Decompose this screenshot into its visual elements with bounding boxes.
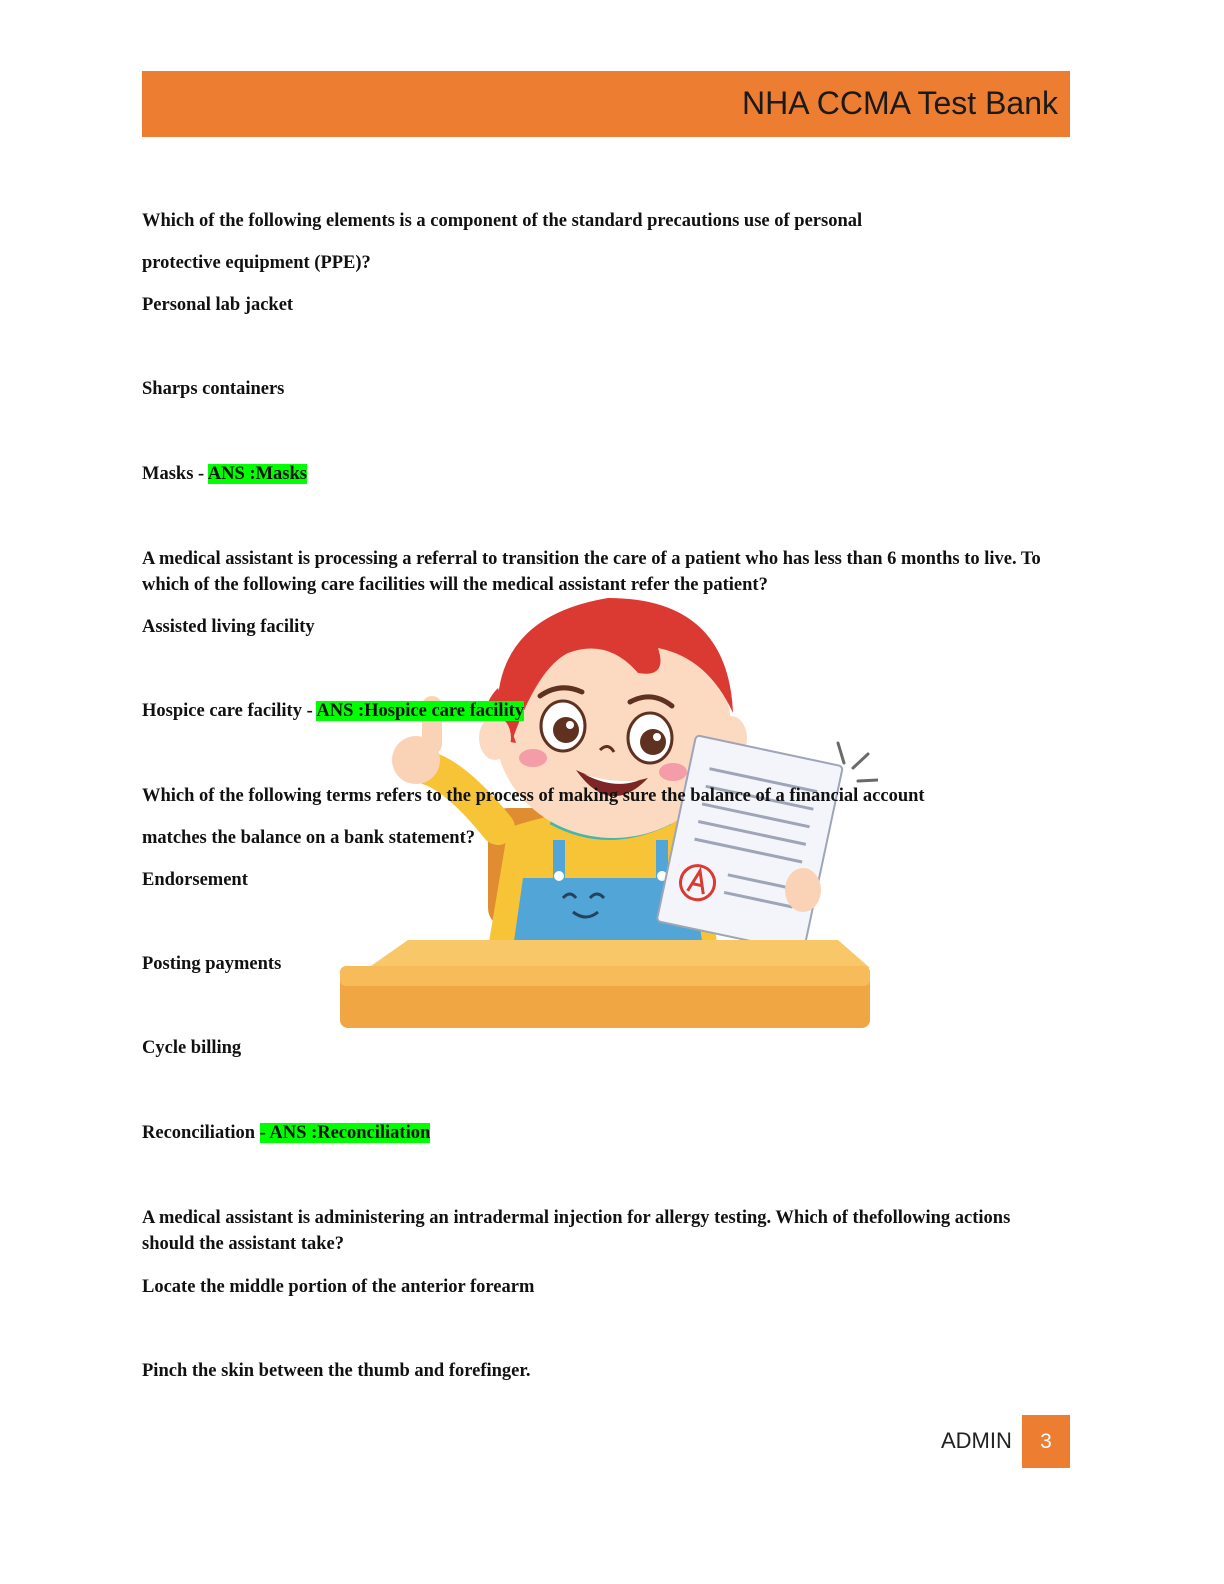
header-bar: [142, 71, 1070, 137]
answer-highlight: ANS :Masks: [207, 464, 307, 484]
question-2-option-1: Assisted living facility: [142, 617, 315, 637]
document-title: NHA CCMA Test Bank: [742, 85, 1058, 121]
option-text: Reconciliation: [142, 1123, 260, 1143]
question-1-line-1: Which of the following elements is a component of the standard precautions use of personal: [142, 211, 863, 231]
question-3-option-2: Posting payments: [142, 954, 282, 974]
question-3-option-3: Cycle billing: [142, 1038, 242, 1058]
page-number: 3: [1022, 1415, 1070, 1468]
question-3-option-4: [142, 1120, 430, 1146]
question-2-text: A medical assistant is processing a referral to transition the care of a patient who has less than 6 months to live. To which of the following care facilities will the medical assistant refer the patient?: [142, 549, 1041, 595]
option-text: Hospice care facility -: [142, 701, 317, 721]
footer-label: ADMIN: [941, 1428, 1012, 1453]
question-1-option-1: Personal lab jacket: [142, 295, 294, 315]
question-1-option-3: [142, 461, 307, 487]
question-4-text: A medical assistant is administering an intradermal injection for allergy testing. Which of thefollowing actions should the assistant take?: [142, 1208, 1011, 1254]
option-text: Masks -: [142, 464, 208, 484]
question-1-line-2: protective equipment (PPE)?: [142, 253, 371, 273]
question-2-option-2: [142, 698, 524, 724]
answer-highlight: - ANS :Reconciliation: [259, 1123, 431, 1143]
question-4-option-1: Locate the middle portion of the anterior forearm: [142, 1277, 535, 1297]
question-3-option-1: Endorsement: [142, 870, 248, 890]
question-3-line-2: matches the balance on a bank statement?: [142, 828, 475, 848]
question-4-option-2: Pinch the skin between the thumb and forefinger.: [142, 1361, 531, 1381]
answer-highlight: ANS :Hospice care facility: [316, 701, 525, 721]
question-3-line-1: Which of the following terms refers to the process of making sure the balance of a financial account: [142, 786, 925, 806]
question-1-option-2: Sharps containers: [142, 379, 285, 399]
